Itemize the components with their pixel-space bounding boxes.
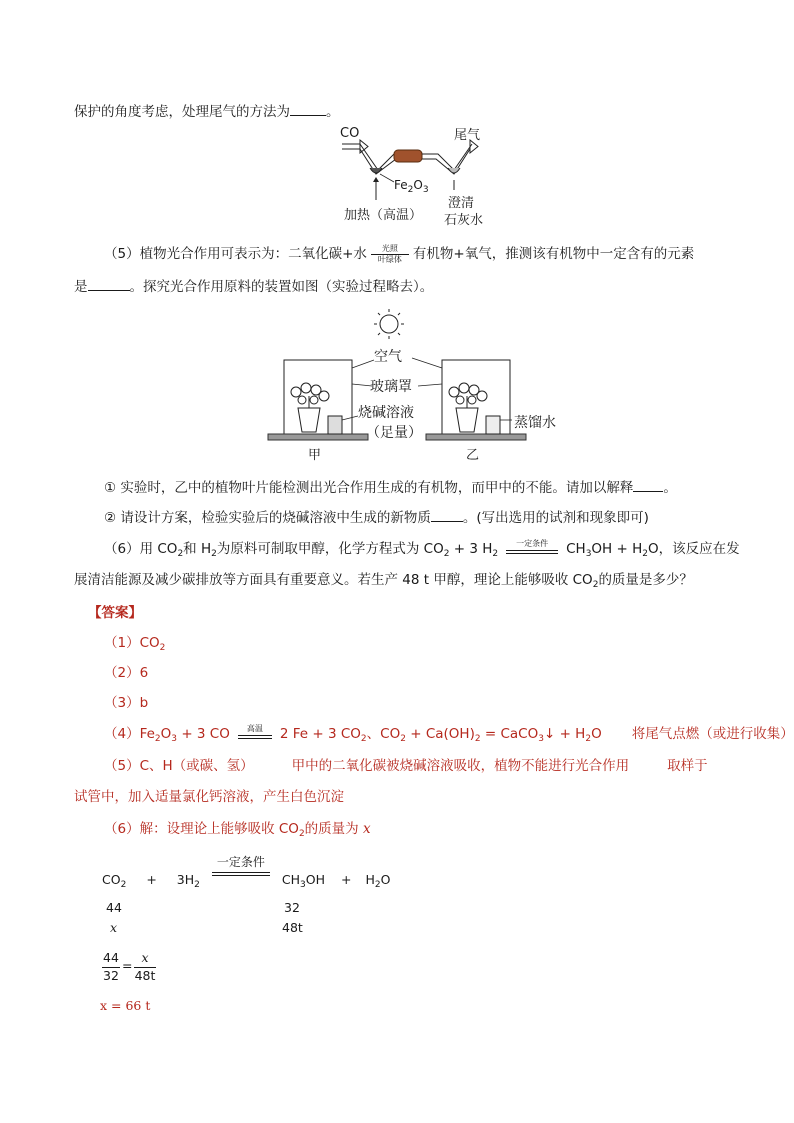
naoh-label-2: （足量） bbox=[366, 425, 422, 441]
limewater-label-2: 石灰水 bbox=[444, 213, 484, 228]
subscript: 2 bbox=[492, 549, 499, 559]
question-text: 。探究光合作用原料的装置如图（实验过程略去）。 bbox=[129, 279, 434, 295]
answer-text: 甲中的二氧化碳被烧碱溶液吸收，植物不能进行光合作用 bbox=[291, 758, 630, 774]
answer-text: ↓ + H bbox=[543, 726, 586, 742]
question-5-part-1 bbox=[104, 477, 677, 498]
question-text: ① 实验时，乙中的植物叶片能检测出光合作用生成的有机物，而甲中的不能。请加以解释 bbox=[104, 480, 634, 496]
answer-1 bbox=[104, 633, 165, 653]
ratio-denominator-1: 32 bbox=[103, 968, 119, 983]
question-6-line-1 bbox=[104, 539, 740, 559]
subscript: 3 bbox=[300, 880, 306, 890]
question-text: 为原料可制取甲醇，化学方程式为 CO bbox=[216, 541, 444, 557]
heat-label: 加热（高温） bbox=[344, 208, 423, 223]
question-text: 保护的角度考虑，处理尾气的方法为 bbox=[74, 104, 290, 120]
mass-48t: 48t bbox=[282, 920, 303, 935]
subscript: 3 bbox=[538, 734, 544, 744]
eq-ch3oh: CH bbox=[281, 872, 301, 887]
photosynthesis-apparatus-figure bbox=[262, 308, 592, 463]
answer-text: （5）C、H（或碳、氢） bbox=[104, 758, 254, 774]
question-6-line-2 bbox=[74, 570, 693, 590]
ratio-numerator-2: x bbox=[141, 950, 149, 965]
reaction-condition bbox=[212, 855, 270, 886]
answer-blank bbox=[431, 507, 463, 522]
answer-text: （4）Fe bbox=[104, 726, 155, 742]
subscript: 2 bbox=[177, 549, 184, 559]
limewater-label-1: 澄清 bbox=[448, 196, 475, 211]
question-text: 的质量是多少？ bbox=[598, 572, 693, 588]
eq-plus: + bbox=[341, 872, 352, 887]
answer-text: 、CO bbox=[366, 726, 401, 742]
condition-label: 一定条件 bbox=[216, 855, 265, 869]
answer-text: 将尾气点燃（或进行收集） bbox=[631, 726, 794, 742]
subscript: 2 bbox=[120, 880, 127, 890]
glass-cover-label: 玻璃罩 bbox=[370, 379, 412, 395]
arrow-label-bottom: 叶绿体 bbox=[377, 255, 402, 264]
ratio-numerator-1: 44 bbox=[103, 950, 119, 965]
yi-label: 乙 bbox=[466, 448, 480, 463]
subscript: 2 bbox=[585, 734, 592, 744]
apparatus-drawing-2 bbox=[262, 308, 592, 460]
naoh-label-1: 烧碱溶液 bbox=[358, 405, 414, 421]
reaction-condition bbox=[506, 539, 558, 559]
subscript: 2 bbox=[159, 643, 166, 653]
subscript: 2 bbox=[374, 880, 381, 890]
answer-blank bbox=[290, 101, 326, 116]
subscript: 2 bbox=[642, 549, 648, 559]
question-text: 。(写出选用的试剂和现象即可) bbox=[462, 510, 649, 526]
answer-heading: 【答案】 bbox=[88, 605, 142, 621]
question-text: OH + H bbox=[591, 541, 643, 557]
answer-blank bbox=[88, 276, 130, 291]
eq-h2: 3H bbox=[176, 872, 195, 887]
question-5-part-2 bbox=[104, 507, 649, 528]
co-label: CO bbox=[340, 126, 360, 141]
punctuation: 。 bbox=[663, 480, 677, 496]
subscript: 2 bbox=[360, 734, 367, 744]
subscript: 3 bbox=[171, 734, 178, 744]
answer-text: O bbox=[160, 726, 172, 742]
question-text: 是 bbox=[74, 279, 88, 295]
answer-text: 取样于 bbox=[667, 758, 708, 774]
question-text: + 3 H bbox=[449, 541, 493, 557]
water-label: 蒸馏水 bbox=[514, 415, 556, 431]
answer-text: O bbox=[591, 726, 602, 742]
molar-mass-co2: 44 bbox=[106, 900, 122, 915]
ratio-expression bbox=[102, 950, 162, 990]
eq-co2: CO bbox=[102, 872, 121, 887]
equation-line bbox=[102, 855, 391, 890]
molar-mass-ch3oh: 32 bbox=[284, 900, 300, 915]
question-text: （6）用 CO bbox=[104, 541, 178, 557]
jia-label: 甲 bbox=[308, 448, 322, 463]
unknown-x: x bbox=[110, 920, 118, 935]
question-text: 有机物+氧气，推测该有机物中一定含有的元素 bbox=[412, 246, 695, 262]
condition-label: 高温 bbox=[246, 724, 263, 733]
answer-5-line-2: 试管中，加入适量氯化钙溶液，产生白色沉淀 bbox=[74, 789, 344, 805]
ratio-equals: = bbox=[122, 958, 133, 973]
answer-text: + 3 CO bbox=[177, 726, 230, 742]
reaction-arrow bbox=[371, 244, 409, 264]
arrow-label-top: 光照 bbox=[381, 244, 398, 253]
eq-oh: OH bbox=[305, 872, 326, 887]
subscript: 2 bbox=[298, 829, 305, 839]
reaction-condition bbox=[238, 724, 272, 744]
answer-4 bbox=[104, 724, 794, 744]
subscript: 2 bbox=[211, 549, 217, 559]
punctuation: 。 bbox=[326, 104, 340, 120]
answer-text: （6）解：设理论上能够吸收 CO bbox=[104, 821, 299, 837]
question-text: 展清洁能源及减少碳排放等方面具有重要意义。若生产 48 t 甲醇，理论上能够吸收 CO bbox=[74, 572, 593, 588]
eq-o: O bbox=[380, 872, 391, 887]
answer-2: （2）6 bbox=[104, 665, 149, 681]
subscript: 2 bbox=[592, 580, 599, 590]
answer-blank bbox=[633, 477, 663, 492]
answer-text: + Ca(OH) bbox=[405, 726, 475, 742]
eq-h2o: H bbox=[365, 872, 375, 887]
question-text: CH bbox=[566, 541, 586, 557]
air-label: 空气 bbox=[374, 349, 402, 365]
answer-text: 的质量为 bbox=[304, 821, 363, 837]
answer-text: 2 Fe + 3 CO bbox=[279, 726, 361, 742]
answer-text: = CaCO bbox=[480, 726, 539, 742]
question-5-line-2 bbox=[74, 276, 433, 297]
final-result: x = 66 t bbox=[100, 998, 151, 1013]
eq-plus: + bbox=[146, 872, 157, 887]
answer-text: （1）CO bbox=[104, 635, 160, 651]
question-text: 和 H bbox=[183, 541, 212, 557]
condition-label: 一定条件 bbox=[516, 539, 549, 548]
subscript: 2 bbox=[474, 734, 481, 744]
question-5-line-1 bbox=[104, 244, 694, 264]
answer-6-line-1 bbox=[104, 819, 371, 839]
question-text: O，该反应在发 bbox=[647, 541, 740, 557]
co-reduction-apparatus-figure bbox=[330, 122, 500, 232]
question-line-1 bbox=[74, 101, 340, 122]
fe2o3-label: $Fe_2O_3$ bbox=[394, 178, 429, 195]
question-text: （5）植物光合作用可表示为：二氧化碳+水 bbox=[104, 246, 367, 262]
subscript: 3 bbox=[585, 549, 592, 559]
answer-3: （3）b bbox=[104, 695, 149, 711]
answer-5-line-1 bbox=[104, 756, 708, 776]
subscript: 2 bbox=[154, 734, 161, 744]
subscript: 2 bbox=[194, 880, 200, 890]
variable-x: x bbox=[362, 821, 371, 837]
tail-gas-label: 尾气 bbox=[454, 128, 481, 143]
question-text: ② 请设计方案，检验实验后的烧碱溶液中生成的新物质 bbox=[104, 510, 431, 526]
subscript: 2 bbox=[443, 549, 450, 559]
subscript: 2 bbox=[400, 734, 406, 744]
ratio-denominator-2: 48t bbox=[134, 968, 156, 983]
